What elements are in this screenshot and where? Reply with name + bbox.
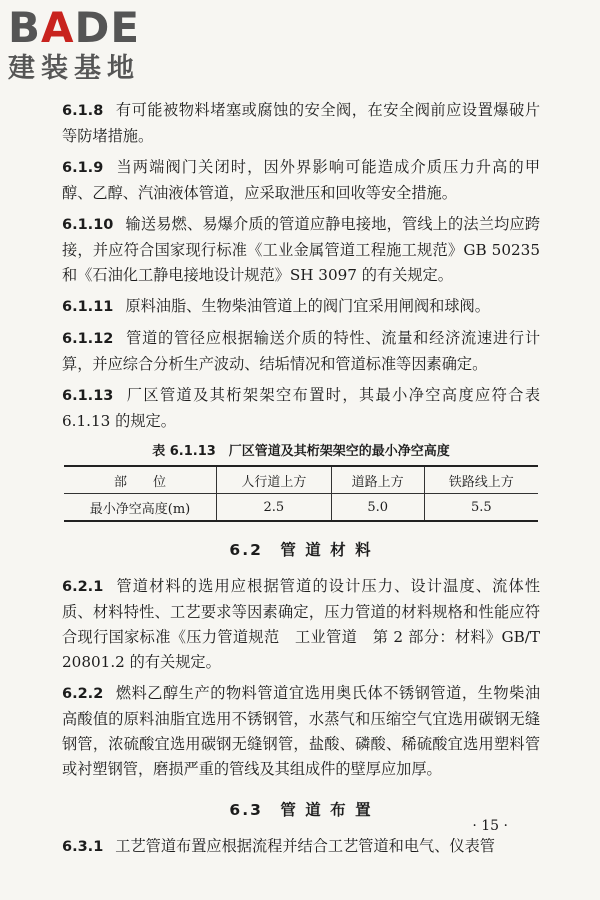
clause-paragraph [62,98,540,149]
clause-number: 6.1.12 [62,331,114,347]
clause-text: 管道的管径应根据输送介质的特性、流量和经济流速进行计算，并应综合分析生产波动、结垢情况和管道标准等因素确定。 [62,329,540,373]
table-cell: 5.0 [331,494,424,522]
table-header-cell: 铁路线上方 [424,466,538,494]
clause-text: 厂区管道及其桁架架空布置时，其最小净空高度应符合表 6.1.13 的规定。 [62,386,540,430]
clause-number: 6.1.11 [62,299,114,315]
clause-text: 工艺管道布置应根据流程并结合工艺管道和电气、仪表管 [115,837,495,855]
clause-text: 管道材料的选用应根据管道的设计压力、设计温度、流体性质、材料特性、工艺要求等因素确定，压力管道的材料规格和性能应符合现行国家标准《压力管道规范 工业管道 第 2 部分：材料》GB/T 20801.2 的有关规定。 [62,577,540,671]
clause-paragraph [62,834,540,860]
section-6-3-paragraphs [62,834,540,860]
clause-paragraph [62,383,540,434]
clause-paragraph [62,212,540,288]
clause-number: 6.2.1 [62,579,104,595]
clause-number: 6.2.2 [62,686,104,702]
page-number: · 15 · [472,818,508,834]
clause-number: 6.1.9 [62,160,104,176]
logo-brand: BADE [8,3,141,52]
section-heading-6-2: 6.2 管 道 材 料 [229,541,373,559]
clause-paragraph [62,574,540,675]
clause-number: 6.1.8 [62,103,104,119]
table-caption: 表 6.1.13 厂区管道及其桁架架空的最小净空高度 [152,444,450,459]
section-6-1-paragraphs [62,98,540,434]
document-body [62,98,540,866]
clause-text: 输送易燃、易爆介质的管道应静电接地，管线上的法兰均应跨接，并应符合国家现行标准《工业金属管道工程施工规范》GB 50235 和《石油化工静电接地设计规范》SH 3097 的有关规定。 [62,215,540,284]
clause-number: 6.1.10 [62,217,114,233]
clearance-table [64,465,538,522]
section-heading-6-3: 6.3 管 道 布 置 [229,801,373,819]
logo-subtitle: 建装基地 [8,53,140,84]
clause-text: 有可能被物料堵塞或腐蚀的安全阀，在安全阀前应设置爆破片等防堵措施。 [62,101,540,145]
section-6-2-paragraphs [62,574,540,782]
table-header-cell: 部 位 [64,466,217,494]
clause-paragraph [62,155,540,206]
table-cell: 5.5 [424,494,538,522]
table-header-row [64,466,538,494]
table-header-cell: 道路上方 [331,466,424,494]
clause-text: 燃料乙醇生产的物料管道宜选用奥氏体不锈钢管道，生物柴油高酸值的原料油脂宜选用不锈钢管，水蒸气和压缩空气宜选用碳钢无缝钢管，浓硫酸宜选用碳钢无缝钢管，盐酸、磷酸、稀硫酸宜选用塑料管或衬塑钢管，磨损严重的管线及其组成件的壁厚应加厚。 [62,684,540,778]
clause-paragraph [62,294,540,320]
clause-number: 6.3.1 [62,839,104,855]
clause-paragraph [62,681,540,782]
table-cell: 2.5 [217,494,332,522]
clause-text: 原料油脂、生物柴油管道上的阀门宜采用闸阀和球阀。 [125,297,490,315]
clause-number: 6.1.13 [62,388,114,404]
table-cell: 最小净空高度(m) [64,494,217,522]
table-row [64,494,538,522]
table-header-cell: 人行道上方 [217,466,332,494]
logo [8,3,183,86]
clause-text: 当两端阀门关闭时，因外界影响可能造成介质压力升高的甲醇、乙醇、汽油液体管道，应采取泄压和回收等安全措施。 [62,158,540,202]
clause-paragraph [62,326,540,377]
